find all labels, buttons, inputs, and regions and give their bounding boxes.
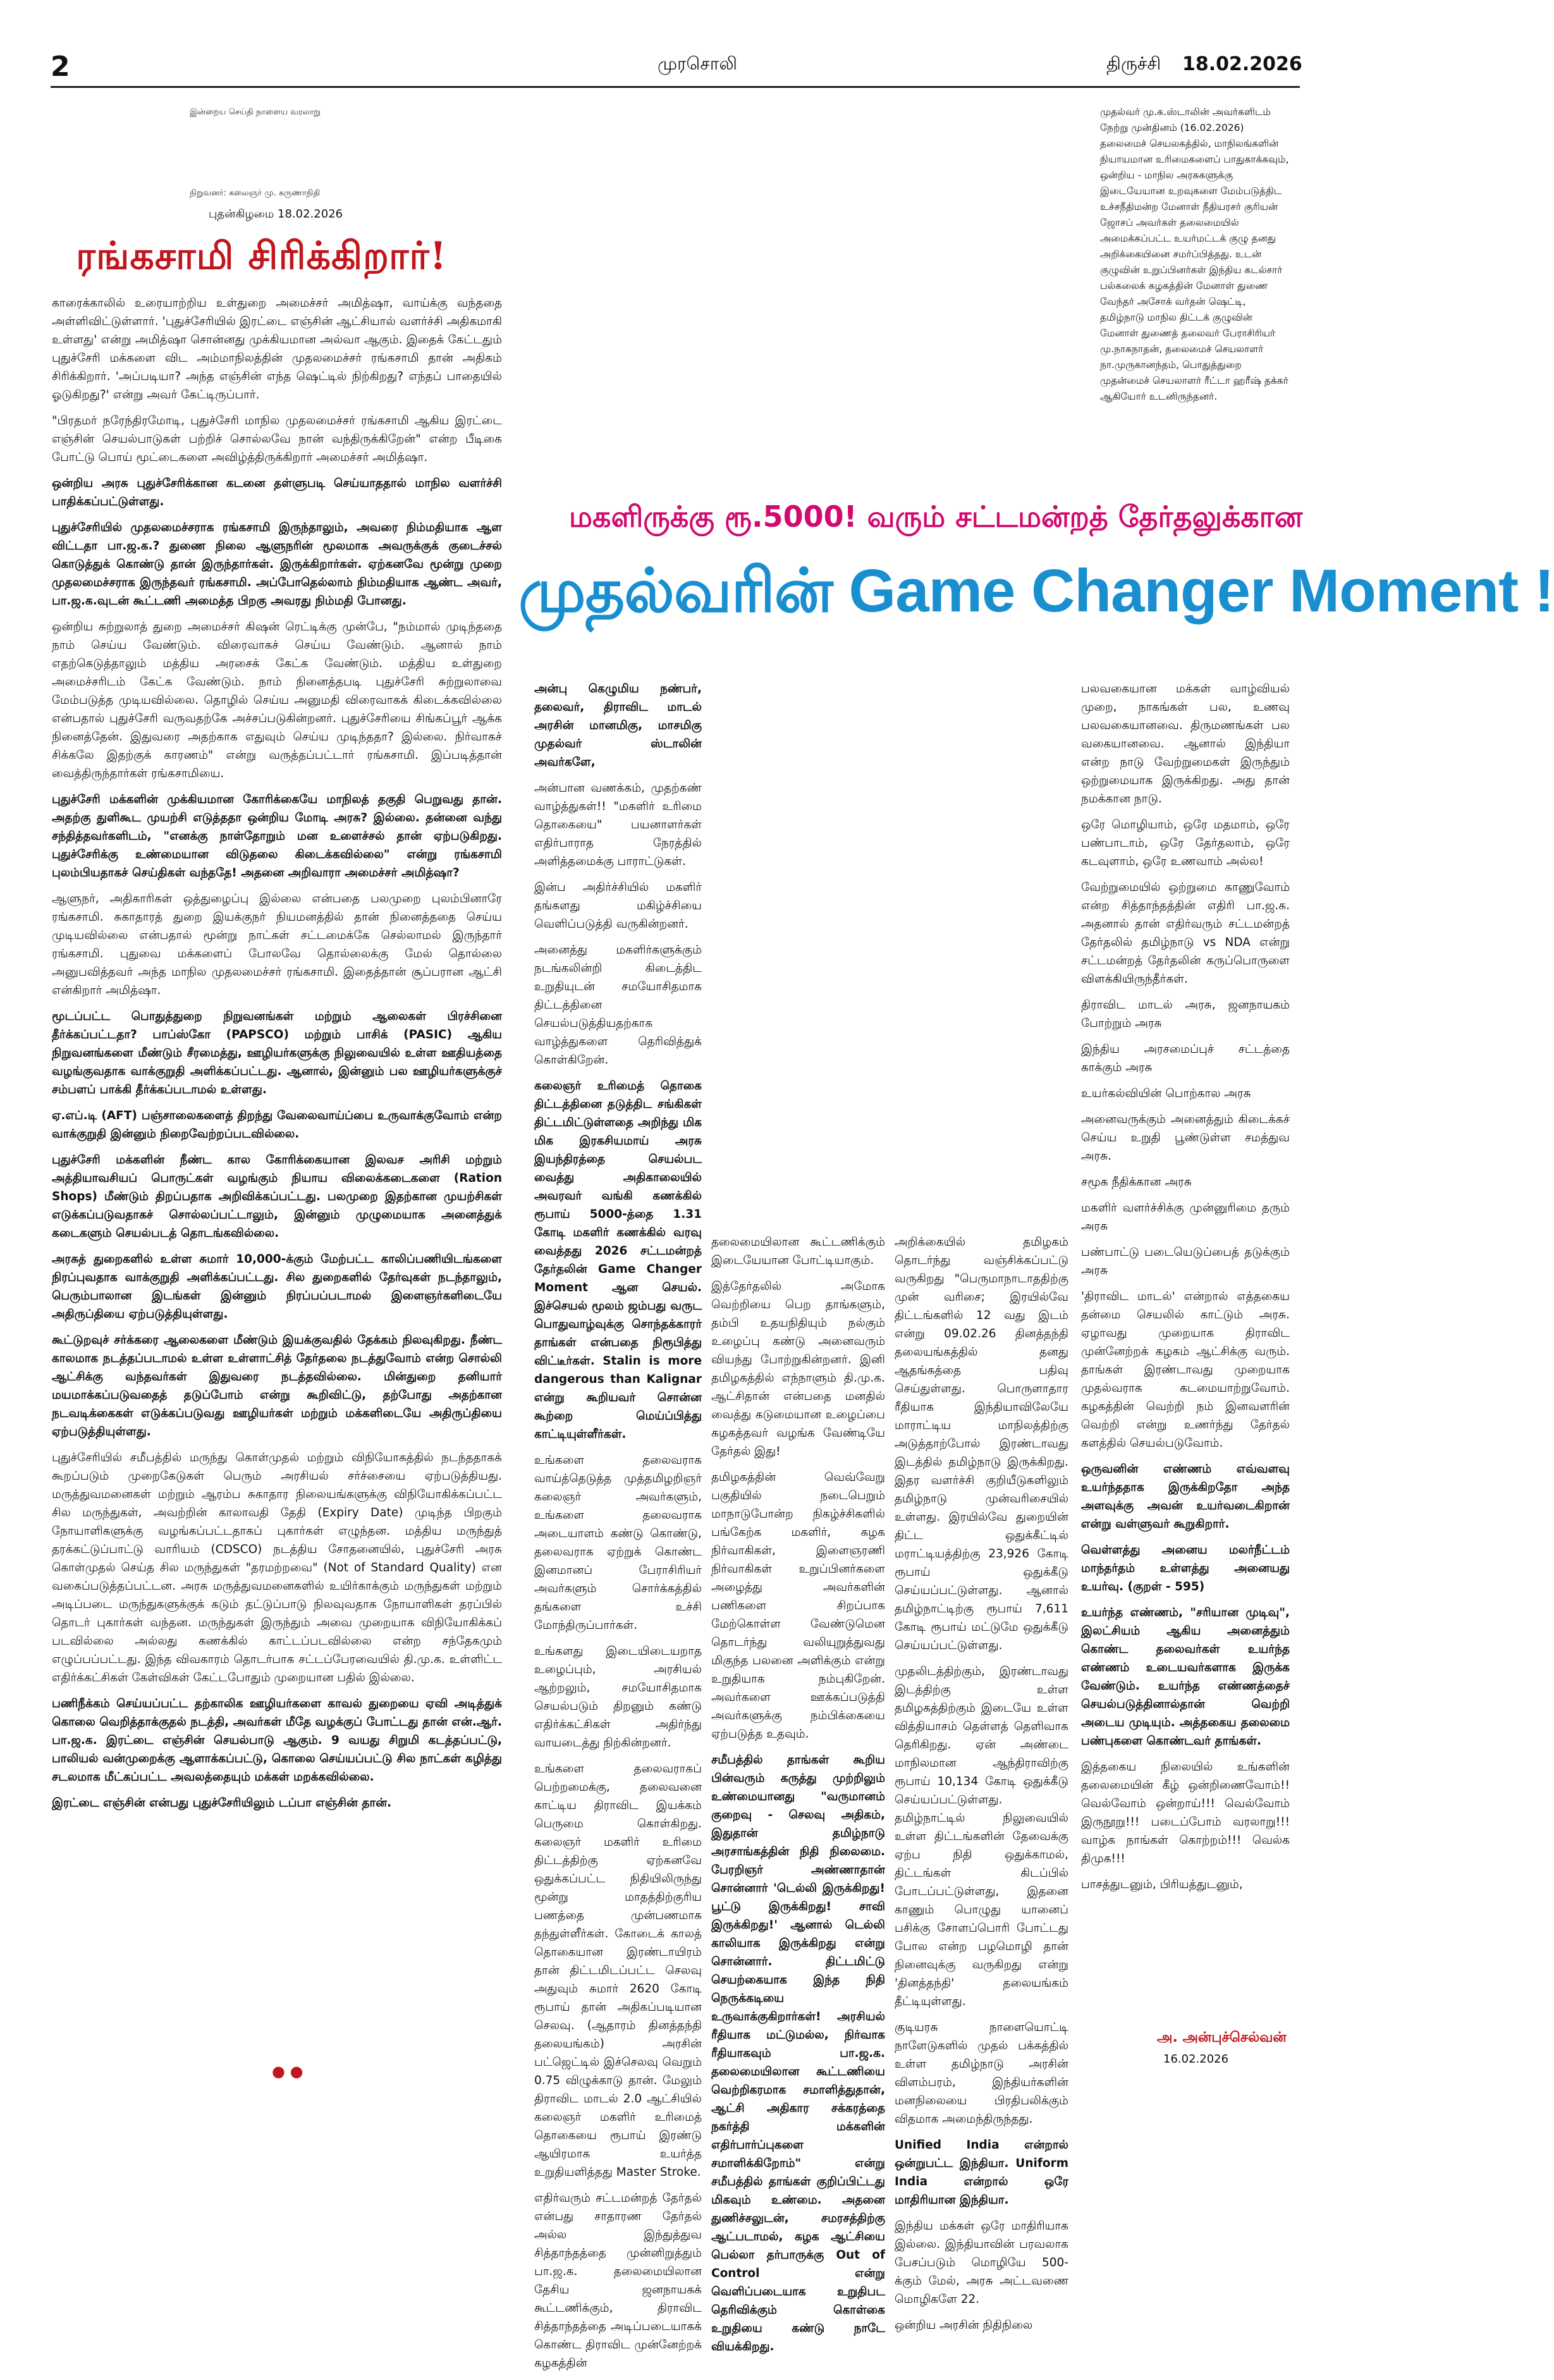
paragraph: புதுச்சேரியில் சமீபத்தில் மருந்து கொள்முதல் மற்றும் விநியோகத்தில் நடந்ததாகக் கூறப்படும் முறைகேடுகள் பெரும் அரசியல் சர்ச்சையை ஏற்படுத்தியது. மருத்துவமனைகள் மற்றும் ஆரம்ப சுகாதார நிலையங்களுக்கு விநியோகிக்கப்பட்ட சில மருந்துகள், அவற்றின் காலாவதி தேதி (Expiry Date) முடிந்த பிறகும் நோயாளிகளுக்கு வழங்கப்பட்டதாகப் புகார்கள் எழுந்தன. மத்திய மருந்துத் தரக்கட்டுப்பாட்டு வாரியம் (CDSCO) நடத்திய சோதனையில், புதுச்சேரி அரசு கொள்முதல் செய்த சில மருந்துகள் "தரமற்றவை" (Not of Standard Quality) என வகைப்படுத்தப்பட்டன. அரசு மருத்துவமனைகளில் உயிர்காக்கும் மருந்துகள் மற்றும் அடிப்படை மருந்துகளுக்குக் கடும் தட்டுப்பாடு நிலவுவதாக நோயாளிகள் தரப்பில் தொடர் புகார்கள் வந்தன. மருந்துகள் இருந்தும் அவை முறையாக விநியோகிக்கப் படவில்லை அல்லது கணக்கில் காட்டப்படவில்லை என்ற சந்தேகமும் எழுப்பப்பட்டது. இந்த விவகாரம் தொடர்பாக சட்டப்பேரவையில் தி.மு.க. உள்ளிட்ட எதிர்க்கட்சிகள் கேள்விகள் கேட்டபோதும் முறையான பதில் இல்லை.: [52, 1451, 502, 1684]
paragraph: உயர்கல்வியின் பொற்கால அரசு: [1081, 1087, 1251, 1100]
paragraph: பணிநீக்கம் செய்யப்பட்ட தற்காலிக ஊழியர்களை காவல் துறையை ஏவி அடித்துக் கொலை வெறித்தாக்குதல் நடத்தி, அவர்கள் மீதே வழக்குப் போட்டது தான் என்.ஆர். பா.ஜ.க. இரட்டை எஞ்சின் செயல்பாடு ஆகும். 9 வயது சிறுமி கடத்தப்பட்டு, பாலியல் வன்முறைக்கு ஆளாக்கப்பட்டு, கொலை செய்யப்பட்டு சில நாட்கள் கழித்து சடலமாக மீட்கப்பட்ட அவலத்தையும் மக்கள் மறக்கவில்லை.: [52, 1697, 502, 1784]
editorial-dateline: புதன்கிழமை 18.02.2026: [209, 207, 343, 221]
paragraph: பண்பாட்டு படையெடுப்பைத் தடுக்கும் அரசு: [1081, 1246, 1290, 1277]
paragraph: 'திராவிட மாடல்' என்றால் எத்தகைய தன்மை செயலில் காட்டும் அரசு. ஏழாவது முறையாக திராவிட முன்னேற்றக் கழகம் ஆட்சிக்கு வரும். தாங்கள் இரண்டாவது முறையாக முதல்வராக கடமையாற்றுவோம். கழகத்தின் வெற்றி நம் இனவளரின் வெற்றி என்று உணர்ந்து தேர்தல் களத்தில் செயல்படுவோம்.: [1081, 1290, 1290, 1450]
paragraph: அன்பு கெழுமிய நண்பர், தலைவர், திராவிட மாடல் அரசின் மானமிகு, மாசமிகு முதல்வர் ஸ்டாலின் அவர்களே,: [534, 682, 702, 769]
letter-column-4: [1081, 680, 1290, 1901]
paragraph: திராவிட மாடல் அரசு, ஜனநாயகம் போற்றும் அரசு: [1081, 998, 1290, 1030]
paragraph: புதுச்சேரி மக்களின் முக்கியமான கோரிக்கையே மாநிலத் தகுதி பெறுவது தான். அதற்கு துளிகூட முயற்சி எடுத்ததா ஒன்றிய மோடி அரசு? இல்லை. தன்னை வந்து சந்தித்தவர்களிடம், "எனக்கு நாள்தோறும் மன உளைச்சல் தான் ஏற்படுகிறது. புதுச்சேரிக்கு உண்மையான விடுதலை கிடைக்கவில்லை" என்று ரங்கசாமி புலம்பியதாகச் செய்திகள் வந்ததே! அதனை அறிவாரா அமைச்சர் அமித்ஷா?: [52, 793, 502, 880]
editorial-body: [52, 294, 502, 1820]
paragraph: தமிழகத்தின் வெவ்வேறு பகுதியில் நடைபெறும் மாநாடுபோன்ற நிகழ்ச்சிகளில் பங்கேற்க மகளிர், கழக நிர்வாகிகள், இளைஞரணி நிர்வாகிகள் உறுப்பினர்களை அழைத்து அவர்களின் பணிகளை சிறப்பாக மேற்கொள்ள வேண்டுமென தொடர்ந்து வலியுறுத்துவது மிகுந்த பலனை அளிக்கும் என்று உறுதியாக நம்புகிறேன். அவர்களை ஊக்கப்படுத்தி அவர்களுக்கு நம்பிக்கையை ஏற்படுத்த உதவும்.: [711, 1471, 885, 1741]
paragraph: தலைமையிலான கூட்டணிக்கும் இடையேயான போட்டியாகும்.: [711, 1236, 885, 1267]
letter-column-1: [534, 680, 702, 2380]
paragraph: இன்ப அதிர்ச்சியில் மகளிர் தங்களது மகிழ்ச்சியை வெளிப்படுத்தி வருகின்றனர்.: [534, 881, 702, 931]
paragraph: முதலிடத்திற்கும், இரண்டாவது இடத்திற்கு உள்ள தமிழகத்திற்கும் இடையே உள்ள வித்தியாசம் தெள்ளத் தெளிவாக தெரிகிறது. ஏன் அண்டை மாநிலமான ஆந்திராவிற்கு ரூபாய் 10,134 கோடி ஒதுக்கீடு செய்யப்பட்டுள்ளது. தமிழ்நாட்டில் நிலுவையில் உள்ள திட்டங்களின் தேவைக்கு ஏற்ப நிதி ஒதுக்காமல், திட்டங்கள் கிடப்பில் போடப்பட்டுள்ளது, இதனை காணும் பொழுது யானைப் பசிக்கு சோளப்பொரி போட்டது போல என்ற பழமொழி தான் நினைவுக்கு வருகிறது என்று 'தினத்தந்தி' தலையங்கம் தீட்டியுள்ளது.: [895, 1665, 1068, 2008]
paragraph: பாசத்துடனும், பிரியத்துடனும்,: [1081, 1878, 1243, 1891]
paragraph: ஏ.எப்.டி (AFT) பஞ்சாலைகளைத் திறந்து வேலைவாய்ப்பை உருவாக்குவோம் என்ற வாக்குறுதி இன்னும் நிறைவேற்றப்படவில்லை.: [52, 1109, 502, 1141]
paragraph: உயர்ந்த எண்ணம், "சரியான முடிவு", இலட்சியம் ஆகிய அனைத்தும் கொண்ட தலைவர்கள் உயர்ந்த எண்ணம் உடையவர்களாக இருக்க வேண்டும். உயர்ந்த எண்ணத்தைச் செயல்படுத்தினால்தான் வெற்றி அடைய முடியும். அத்தகைய தலைமை பண்புகளை கொண்டவர் தாங்கள்.: [1081, 1606, 1290, 1748]
paragraph: அறிக்கையில் தமிழகம் தொடர்ந்து வஞ்சிக்கப்பட்டு வருகிறது "பெருமாநாடாததிற்கு முன் வரிசை; இரயில்வே திட்டங்களில் 12 வது இடம் என்று 09.02.26 தினத்தந்தி தலையங்கத்தில் தனது ஆதங்கத்தை பதிவு செய்துள்ளது. பொருளாதார ரீதியாக இந்தியாவிலேயே மாராட்டிய மாநிலத்திற்கு அடுத்தாற்போல் இரண்டாவது இடத்தில் தமிழ்நாடு இருக்கிறது. இதர வளர்ச்சி குறியீடுகளிலும் தமிழ்நாடு முன்வரிசையில் உள்ளது. இரயில்வே துறையின் திட்ட ஒதுக்கீட்டில் மராட்டியத்திற்கு 23,926 கோடி ரூபாய் ஒதுக்கீடு செய்யப்பட்டுள்ளது. ஆனால் தமிழ்நாட்டிற்கு ரூபாய் 7,611 கோடி ரூபாய் மட்டுமே ஒதுக்கீடு செய்யப்பட்டுள்ளது.: [895, 1236, 1068, 1652]
paragraph: ஒன்றிய அரசின் நிதிநிலை: [895, 2319, 1033, 2332]
paragraph: கலைஞர் உரிமைத் தொகை திட்டத்தினை தடுத்திட சங்கிகள் திட்டமிட்டுள்ளதை அறிந்து மிக மிக இரகசியமாய் அரசு இயந்திரத்தை செயல்பட வைத்து அதிகாலையில் அவரவர் வங்கி கணக்கில் ரூபாய் 5000-த்தை 1.31 கோடி மகளிர் கணக்கில் வரவு வைத்தது 2026 சட்டமன்றத் தேர்தலின் Game Changer Moment ஆன செயல். இச்செயல் மூலம் ஜம்பது வருட பொதுவாழ்வுக்கு சொந்தக்காரர் தாங்கள் என்பதை நிரூபித்து விட்டீர்கள். Stalin is more dangerous than Kalignar என்று கூறியவர் சொன்ன கூற்றை மெய்ப்பித்து காட்டியுள்ளீர்கள்.: [534, 1079, 702, 1441]
paragraph: பலவகையான மக்கள் வாழ்வியல் முறை, நாகங்கள் பல, உணவு பலவகையானவை. திருமணங்கள் பல வகையானவை. ஆனால் இந்தியா என்ற நாடு வேற்றுமைகள் இருந்தும் ஒற்றுமையாக இருக்கிறது. அது தான் நமக்கான நாடு.: [1081, 682, 1290, 806]
paragraph: அன்பான வணக்கம், முதற்கண் வாழ்த்துகள்!! "மகளிர் உரிமை தொகையை" பயனாளர்கள் எதிர்பாராத நேரத்தில் அளித்தமைக்கு பாராட்டுகள்.: [534, 782, 702, 868]
paragraph: குடியரசு நாளையொட்டி நாளேடுகளில் முதல் பக்கத்தில் உள்ள தமிழ்நாடு அரசின் விளம்பரம், இந்தியர்களின் மனநிலையை பிரதிபலிக்கும் விதமாக அமைந்திருந்தது.: [895, 2021, 1068, 2126]
paragraph: உங்களை தலைவராகப் பெற்றமைக்கு, தலைவனை காட்டிய திராவிட இயக்கம் பெருமை கொள்கிறது. கலைஞர் மகளிர் உரிமை திட்டத்திற்கு ஏற்கனவே ஒதுக்கப்பட்ட நிதியிலிருந்து மூன்று மாதத்திற்குரிய பணத்தை முன்பணமாக தந்துள்ளீர்கள். கோடைக் காலத் தொகையான இரண்டாயிரம் தான் திட்டமிடப்பட்ட செலவு அதுவும் சுமார் 2620 கோடி ரூபாய் தான் அதிகப்படியான செலவு. (ஆதாரம் தினத்தந்தி தலையங்கம்) அரசின் பட்ஜெட்டில் இச்செலவு வெறும் 0.75 விழுக்காடு தான். மேலும் திராவிட மாடல் 2.0 ஆட்சியில் கலைஞர் மகளிர் உரிமைத் தொகையை ரூபாய் இரண்டு ஆயிரமாக உயர்த்த உறுதியளித்தது Master Stroke.: [534, 1762, 702, 2179]
sidebar-caption: முதல்வர் மு.க.ஸ்டாலின் அவர்களிடம் நேற்று முன்தினம் (16.02.2026) தலைமைச் செயலகத்தில், மாநிலங்களின் நியாயமான உரிமைகளைப் பாதுகாக்கவும், ஒன்றிய - மாநில அரசுகளுக்கு இடையேயான உறவுகளை மேம்படுத்திட உச்சநீதிமன்ற மேனாள் நீதியரசர் குரியன் ஜோசப் அவர்கள் தலைமையில் அமைக்கப்பட்ட உயர்மட்டக் குழு தனது அறிக்கையினை சமர்ப்பித்தது. உடன் குழுவின் உறுப்பினர்கள் இந்திய கடல்சார் பல்கலைக் கழகத்தின் மேனாள் துணை வேந்தர் அசோக் வர்தன் ஷெட்டி, தமிழ்நாடு மாநில திட்டக் குழுவின் மேனாள் துணைத் தலைவர் பேராசிரியர் மு.நாகநாதன், தலைமைச் செயலாளர் நா.முருகானந்தம், பொதுத்துறை முதன்மைச் செயலாளர் ரீட்டா ஹரீஷ் தக்கர் ஆகியோர் உடனிருந்தனர்.: [1100, 106, 1289, 402]
letter-signature: அ. அன்புச்செல்வன்: [1157, 2030, 1287, 2046]
paragraph: புதுச்சேரியில் முதலமைச்சராக ரங்கசாமி இருந்தாலும், அவரை நிம்மதியாக ஆள விட்டதா பா.ஜ.க.? துணை நிலை ஆளுநரின் மூலமாக அவருக்குக் குடைச்சல் கொடுத்துக் கொண்டு தான் இருந்தார்கள். இருக்கிறார்கள். ஏற்கனவே மூன்று முறை முதலமைச்சராக இருந்தவர் ரங்கசாமி. அப்போதெல்லாம் நிம்மதியாக ஆண்ட அவர், பா.ஜ.க.வுடன் கூட்டணி அமைத்த பிறகு அவரது நிம்மதி போனது.: [52, 521, 502, 608]
paragraph: மூடப்பட்ட பொதுத்துறை நிறுவனங்கள் மற்றும் ஆலைகள் பிரச்சினை தீர்க்கப்பட்டதா? பாப்ஸ்கோ (PAPSCO) மற்றும் பாசிக் (PASIC) ஆகிய நிறுவனங்களை மீண்டும் சீரமைத்து, ஊழியர்களுக்கு நிலுவையில் உள்ள ஊதியத்தை வழங்குவதாக வாக்குறுதி அளிக்கப்பட்டது. ஆனால், இன்னும் பல ஊழியர்களுக்குச் சம்பளப் பாக்கி தீர்க்கப்படாமல் உள்ளது.: [52, 1010, 502, 1096]
paragraph: ஒரே மொழியாம், ஒரே மதமாம், ஒரே பண்பாடாம், ஒரே தேர்தலாம், ஒரே கடவுளாம், ஒரே உணவாம் அல்ல!: [1081, 818, 1290, 868]
edition-city: திருச்சி: [1106, 53, 1161, 74]
paragraph: உங்களை தலைவராக வாய்த்தெடுத்த முத்தமிழறிஞர் கலைஞர் அவர்களும், உங்களை தலைவராக அடையாளம் கண்டு கொண்டு, தலைவராக ஏற்றுக் கொண்ட இனமானப் பேராசிரியர் அவர்களும் சொர்க்கத்தில் தங்களை உச்சி மோந்திருப்பார்கள்.: [534, 1454, 702, 1632]
paragraph: வெள்ளத்து அனைய மலர்நீட்டம் மாந்தர்தம் உள்ளத்து அனையது உயர்வு. (குறள் - 595): [1081, 1543, 1290, 1593]
letter-column-2: [711, 1233, 885, 2364]
paragraph: ஆளுநர், அதிகாரிகள் ஒத்துழைப்பு இல்லை என்பதை பலமுறை புலம்பினாரே ரங்கசாமி. சுகாதாரத் துறை இயக்குநர் நியமனத்தில் தான் நினைத்ததை செய்ய முடியவில்லை என்பதால் மூன்று நாட்கள் சட்டமைக்கே செல்லாமல் இருந்தார் ரங்கசாமி. புதுவை மக்களைப் போலவே தொல்லைக்கு மேல் தொல்லை அனுபவித்தவர் அந்த மாநில முதலமைச்சர் ரங்கசாமி. இதைத்தான் சூப்பரான ஆட்சி என்கிறார் அமித்ஷா.: [52, 892, 502, 997]
letter-signature-date: 16.02.2026: [1163, 2052, 1229, 2066]
paragraph: அனைத்து மகளிர்களுக்கும் நடங்கலின்றி கிடைத்திட உறுதியுடன் சமயோசிதமாக திட்டத்தினை செயல்படுத்தியதற்காக வாழ்த்துகளை தெரிவித்துக் கொள்கிறேன்.: [534, 943, 702, 1067]
issue-date: 18.02.2026: [1182, 53, 1302, 75]
paragraph: மகளிர் வளர்ச்சிக்கு முன்னுரிமை தரும் அரசு: [1081, 1201, 1290, 1233]
paragraph: அனைவருக்கும் அனைத்தும் கிடைக்கச் செய்ய உறுதி பூண்டுள்ள சமத்துவ அரசு.: [1081, 1113, 1290, 1163]
paragraph: இந்திய அரசமைப்புச் சட்டத்தை காக்கும் அரசு: [1081, 1043, 1290, 1074]
editorial-title: ரங்கசாமி சிரிக்கிறார்!: [76, 234, 448, 278]
headline-kicker: மகளிருக்கு ரூ.5000! வரும் சட்டமன்றத் தேர்தலுக்கான: [569, 500, 1303, 534]
paragraph: ஒன்றிய சுற்றுலாத் துறை அமைச்சர் கிஷன் ரெட்டிக்கு முன்பே, "நம்மால் முடிந்ததை நாம் செய்ய வேண்டும். விரைவாகச் செய்ய வேண்டும். ஆனால் நாம் எதற்கெடுத்தாலும் மத்திய அரசைக் கேட்க வேண்டும். மத்திய உள்துறை அமைச்சரிடம் கேட்க வேண்டும். நாம் நினைத்தபடி புதுச்சேரி சுற்றுலாவை மேம்படுத்த முடியவில்லை. தொழில் செய்ய அனுமதி விரைவாகக் கிடைக்கவில்லை என்பதால் புதுச்சேரி வருவதற்கே அச்சப்படுகின்றனர். புதுச்சேரியை சிங்கப்பூர் ஆக்க நினைத்தேன். இதுவரை அதற்காக எதுவும் செய்ய முடிந்ததா? இல்லை. நிர்வாகச் சிக்கலே இதற்குக் காரணம்" என்று வருத்தப்பட்டார் ரங்கசாமி. இப்படித்தான் வைத்திருந்தார்கள் ரங்கசாமியை.: [52, 620, 502, 780]
paragraph: எதிர்வரும் சட்டமன்றத் தேர்தல் என்பது சாதாரண தேர்தல் அல்ல இந்துத்துவ சித்தாந்தத்தை முன்னிறுத்தும் பா.ஜ.க. தலைமையிலான தேசிய ஜனநாயகக் கூட்டணிக்கும், திராவிட சித்தாந்தத்தை அடிப்படையாகக் கொண்ட திராவிட முன்னேற்றக் கழகத்தின்: [534, 2192, 702, 2370]
paragraph: சமீபத்தில் தாங்கள் கூறிய பின்வரும் கருத்து முற்றிலும் உண்மையானது "வருமானம் குறைவு - செலவு அதிகம், இதுதான் தமிழ்நாடு அரசாங்கத்தின் நிதி நிலைமை. பேரறிஞர் அண்ணாதான் சொன்னார் 'டெல்லி இருக்கிறது! பூட்டு இருக்கிறது! சாவி இருக்கிறது!' ஆனால் டெல்லி காலியாக இருக்கிறது என்று சொன்னார். திட்டமிட்டு செயற்கையாக இந்த நிதி நெருக்கடியை உருவாக்குகிறார்கள்! அரசியல் ரீதியாக மட்டுமல்ல, நிர்வாக ரீதியாகவும் பா.ஜ.க. தலைமையிலான கூட்டணியை வெற்றிகரமாக சமாளித்துதான், ஆட்சி அதிகார சக்கரத்தை நகர்த்தி மக்களின் எதிர்பார்ப்புகளை சமாளிக்கிறோம்" என்று சமீபத்தில் தாங்கள் குறிப்பிட்டது மிகவும் உண்மை. அதனை துணிச்சலுடன், சமரசத்திற்கு ஆட்படாமல், கழக ஆட்சியை பெல்லா தர்பாருக்கு Out of Control என்று வெளிப்படையாக உறுதிபட தெரிவிக்கும் கொள்கை உறுதியை கண்டு நாடே வியக்கிறது.: [711, 1753, 885, 2353]
paragraph: புதுச்சேரி மக்களின் நீண்ட கால கோரிக்கையான இலவச அரிசி மற்றும் அத்தியாவசியப் பொருட்கள் வழங்கும் நியாய விலைக்கடைகளை (Ration Shops) மீண்டும் திறப்பதாக அறிவிக்கப்பட்டது. பலமுறை இதற்கான முயற்சிகள் எடுக்கப்படுவதாகச் சொல்லப்பட்டாலும், இன்னும் முழுமையாக அனைத்துக் கடைகளும் செயல்படத் தொடங்கவில்லை.: [52, 1153, 502, 1240]
newspaper-name: முரசொலி: [658, 53, 737, 74]
end-dots: ● ●: [272, 2063, 303, 2080]
paragraph: சமூக நீதிக்கான அரசு: [1081, 1175, 1192, 1189]
page-number: 2: [51, 51, 70, 83]
paragraph: கூட்டுறவுச் சர்க்கரை ஆலைகளை மீண்டும் இயக்குவதில் தேக்கம் நிலவுகிறது. நீண்ட காலமாக நடத்தப்படாமல் உள்ள உள்ளாட்சித் தேர்தலை நடத்துவோம் என்ற சொல்லி ஆட்சிக்கு வந்தவர்கள் இதுவரை நடத்தவில்லை. மின்துறை தனியார் மயமாக்கப்படுவதைத் தடுப்போம் என்று கூறிவிட்டு, தற்போது அதற்கான நடவடிக்கைகள் எடுக்கப்படுவது ஊழியர்கள் மற்றும் மக்களிடையே அதிருப்தியை ஏற்படுத்தியுள்ளது.: [52, 1334, 502, 1438]
paragraph: இந்திய மக்கள் ஒரே மாதிரியாக இல்லை. இந்தியாவின் பரவலாக பேசப்படும் மொழியே 500-க்கும் மேல், அரசு அட்டவணை மொழிகளே 22.: [895, 2219, 1068, 2306]
paragraph: ஒருவனின் எண்ணம் எவ்வளவு உயர்ந்ததாக இருக்கிறதோ அந்த அளவுக்கு அவன் உயர்வடைகிறான் என்று வள்ளுவர் கூறுகிறார்.: [1081, 1463, 1290, 1531]
paragraph: காரைக்காலில் உரையாற்றிய உள்துறை அமைச்சர் அமித்ஷா, வாய்க்கு வந்ததை அள்ளிவிட்டுள்ளார். 'புதுச்சேரியில் இரட்டை எஞ்சின் ஆட்சியால் வளர்ச்சி அதிகமாகி உள்ளது' என்று அமித்ஷா சொன்னது முக்கியமான அல்வா ஆகும். இதைக் கேட்டதும் புதுச்சேரி மக்களை விட அம்மாநிலத்தின் முதலமைச்சர் ரங்கசாமி தான் அதிகம் சிரிக்கிறார். 'அப்படியா? அந்த எஞ்சின் எந்த ஷெட்டில் நிற்கிறது? எந்தப் பாதையில் ஓடுகிறது?' என்று அவர் கேட்டிருப்பார்.: [52, 297, 502, 402]
paragraph: இத்தேர்தலில் அமோக வெற்றியை பெற தாங்களும், தம்பி உதயநிதியும் நல்கும் உழைப்பு கண்டு அனைவரும் வியந்து போற்றுகின்றனர். இனி தமிழகத்தில் எந்நாளும் தி.மு.க. ஆட்சிதான் என்பதை மனதில் வைத்து கடுமையான உழைப்பை கழகத்தவர் வழங்க வேண்டியே தேர்தல் இது!: [711, 1280, 885, 1458]
paragraph: Unified India என்றால் ஒன்றுபட்ட இந்தியா. Uniform India என்றால் ஒரே மாதிரியான இந்தியா.: [895, 2138, 1068, 2207]
paragraph: இத்தகைய நிலையில் உங்களின் தலைமையின் கீழ் ஒன்றிணைவோம்!! வெல்வோம் ஒன்றாய்!!! வெல்வோம் இருநூறு!!! படைப்போம் வரலாறு!!! வாழ்க நாங்கள் கொற்றம்!!! வெல்க திமுக!!!: [1081, 1760, 1290, 1865]
headline-main: முதல்வரின் Game Changer Moment !: [518, 557, 1554, 625]
header-rule: [51, 86, 1300, 88]
paragraph: அரசுத் துறைகளில் உள்ள சுமார் 10,000-க்கும் மேற்பட்ட காலிப்பணியிடங்களை நிரப்புவதாக வாக்குறுதி அளிக்கப்பட்டது. சில துறைகளில் தேர்வுகள் நடந்தாலும், பெரும்பாலான இடங்கள் இன்னும் நிரப்பப்படாமல் இளைஞர்களிடையே அதிருப்தியை ஏற்படுத்தியுள்ளது.: [52, 1253, 502, 1321]
letter-column-3: [895, 1233, 1068, 2342]
editorial-founder: நிறுவனர்: கலைஞர் மு. கருணாநிதி: [190, 188, 321, 198]
paragraph: வேற்றுமையில் ஒற்றுமை காணுவோம் என்ற சித்தாந்தத்தின் எதிரி பா.ஜ.க. அதனால் தான் எதிர்வரும் சட்டமன்றத் தேர்தலில் தமிழ்நாடு vs NDA என்று சட்டமன்றத் தேர்தலின் கருப்பொருளை விளக்கியிருந்தீர்கள்.: [1081, 881, 1290, 986]
paragraph: இரட்டை எஞ்சின் என்பது புதுச்சேரியிலும் டப்பா எஞ்சின் தான்.: [52, 1796, 392, 1810]
paragraph: "பிரதமர் நரேந்திரமோடி, புதுச்சேரி மாநில முதலமைச்சர் ரங்கசாமி ஆகிய இரட்டை எஞ்சின் செயல்பாடுகள் பற்றிச் சொல்லவே நான் வந்திருக்கிறேன்" என்ற பீடிகை போட்டு பொய் மூட்டைகளை அவிழ்த்திருக்கிறார் அமைச்சர் அமித்ஷா.: [52, 414, 502, 464]
paragraph: ஒன்றிய அரசு புதுச்சேரிக்கான கடனை தள்ளுபடி செய்யாததால் மாநில வளர்ச்சி பாதிக்கப்பட்டுள்ளது.: [52, 477, 502, 508]
editorial-tagline: இன்றைய செய்தி நாளைய வரலாறு: [190, 107, 321, 117]
paragraph: உங்களது இடையிடையறாத உழைப்பும், அரசியல் ஆற்றலும், சமயோசிதமாக செயல்படும் திறனும் கண்டு எதிர்க்கட்சிகள் அதிர்ந்து வாயடைத்து நிற்கின்றனர்.: [534, 1645, 702, 1750]
